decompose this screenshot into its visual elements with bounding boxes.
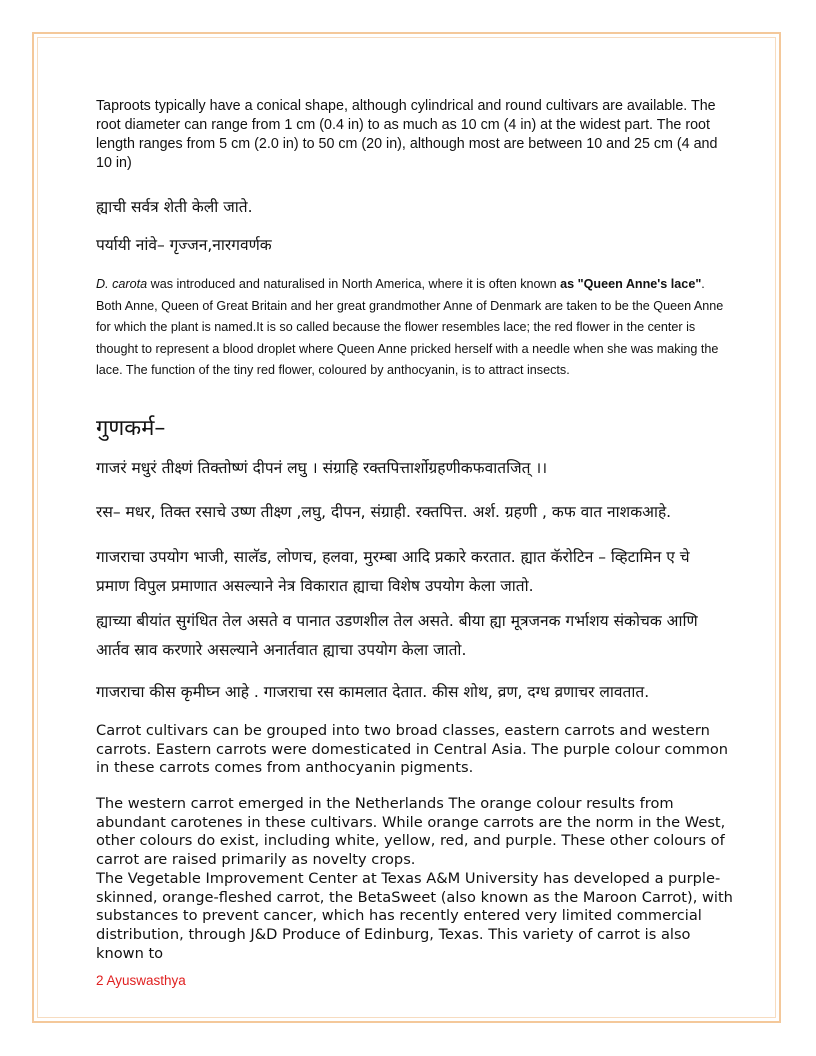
- paragraph-western-block: [96, 795, 741, 963]
- paragraph-seeds: ह्याच्या बीयांत सुगंधित तेल असते व पानात उडणशील तेल असते. बीया ह्या मूत्रजनक गर्भाशय संकोचक आणि आर्तव स्राव करणारे असल्याने अनार्तवात ह्याचा उपयोग केला जातो.: [96, 612, 698, 659]
- species-name: D. carota: [96, 277, 148, 291]
- paragraph-taproots: Taproots typically have a conical shape, although cylindrical and round cultivars are available. The root diameter can range from 1 cm (0.4 in) to as much as 10 cm (4 in) at the widest part. The root length ranges from 5 cm (2.0 in) to 50 cm (20 in), although most are between 10 and 25 cm (4 and 10 in): [96, 98, 718, 171]
- queen-text-pre: was introduced and naturalised in North America, where it is often known: [147, 277, 561, 291]
- paragraph-shloka: गाजरं मधुरं तीक्ष्णं तिक्तोष्णं दीपनं लघु । संग्राहि रक्तपित्तार्शोग्रहणीकफवातजित् ।।: [96, 459, 548, 477]
- paragraph-worms: गाजराचा कीस कृमीघ्न आहे . गाजराचा रस कामलात देतात. कीस शोथ, व्रण, दग्ध व्रणाचर लावतात.: [96, 683, 650, 701]
- paragraph-uses: गाजराचा उपयोग भाजी, सालॅड, लोणच, हलवा, मुरम्बा आदि प्रकारे करतात. ह्यात कॅरोटिन – व्हिटामिन ए चे प्रमाण विपुल प्रमाणात असल्याने नेत्र विकारात ह्याचा विशेष उपयोग केला जातो.: [96, 548, 690, 595]
- paragraph-betasweet: The Vegetable Improvement Center at Texas A&M University has developed a purple-skinned, orange-fleshed carrot, the BetaSweet (also known as the Maroon Carrot), with substances to prevent cancer, which has recently entered very limited commercial distribution, through J&D Produce of Edinburg, Texas. This variety of carrot is also known to: [96, 869, 733, 962]
- paragraph-cultivated: ह्याची सर्वत्र शेती केली जाते.: [96, 198, 253, 216]
- page-footer: 2 Ayuswasthya: [96, 973, 186, 988]
- paragraph-synonyms: पर्यायी नांवे– गृज्जन,नारगवर्णक: [96, 236, 272, 254]
- queen-text-post: . Both Anne, Queen of Great Britain and her great grandmother Anne of Denmark are taken to be the Queen Anne for which the plant is named.It is so called because the flower resembles lace; the red flower in the center is thought to represent a blood droplet where Queen Anne pricked herself with a needle when she was making the lace. The function of the tiny red flower, coloured by anthocyanin, is to attract insects.: [96, 277, 724, 378]
- paragraph-cultivars: Carrot cultivars can be grouped into two broad classes, eastern carrots and western carrots. Eastern carrots were domesticated in Central Asia. The purple colour common in these carrots comes from anthocyanin pigments.: [96, 722, 729, 777]
- heading-properties: गुणकर्म–: [96, 416, 166, 441]
- queen-annes-lace-bold: as "Queen Anne's lace": [560, 277, 702, 291]
- paragraph-rasa: रस– मधर, तिक्त रसाचे उष्ण तीक्ष्ण ,लघु, दीपन, संग्राही. रक्तपित्त. अर्श. ग्रहणी , कफ वात नाशकआहे.: [96, 503, 672, 521]
- paragraph-western: The western carrot emerged in the Netherlands The orange colour results from abundant carotenes in these cultivars. While orange carrots are the norm in the West, other colours do exist, including white, yellow, red, and purple. These other colours of carrot are raised primarily as novelty crops.: [96, 795, 726, 869]
- paragraph-queen-annes-lace: [96, 274, 726, 382]
